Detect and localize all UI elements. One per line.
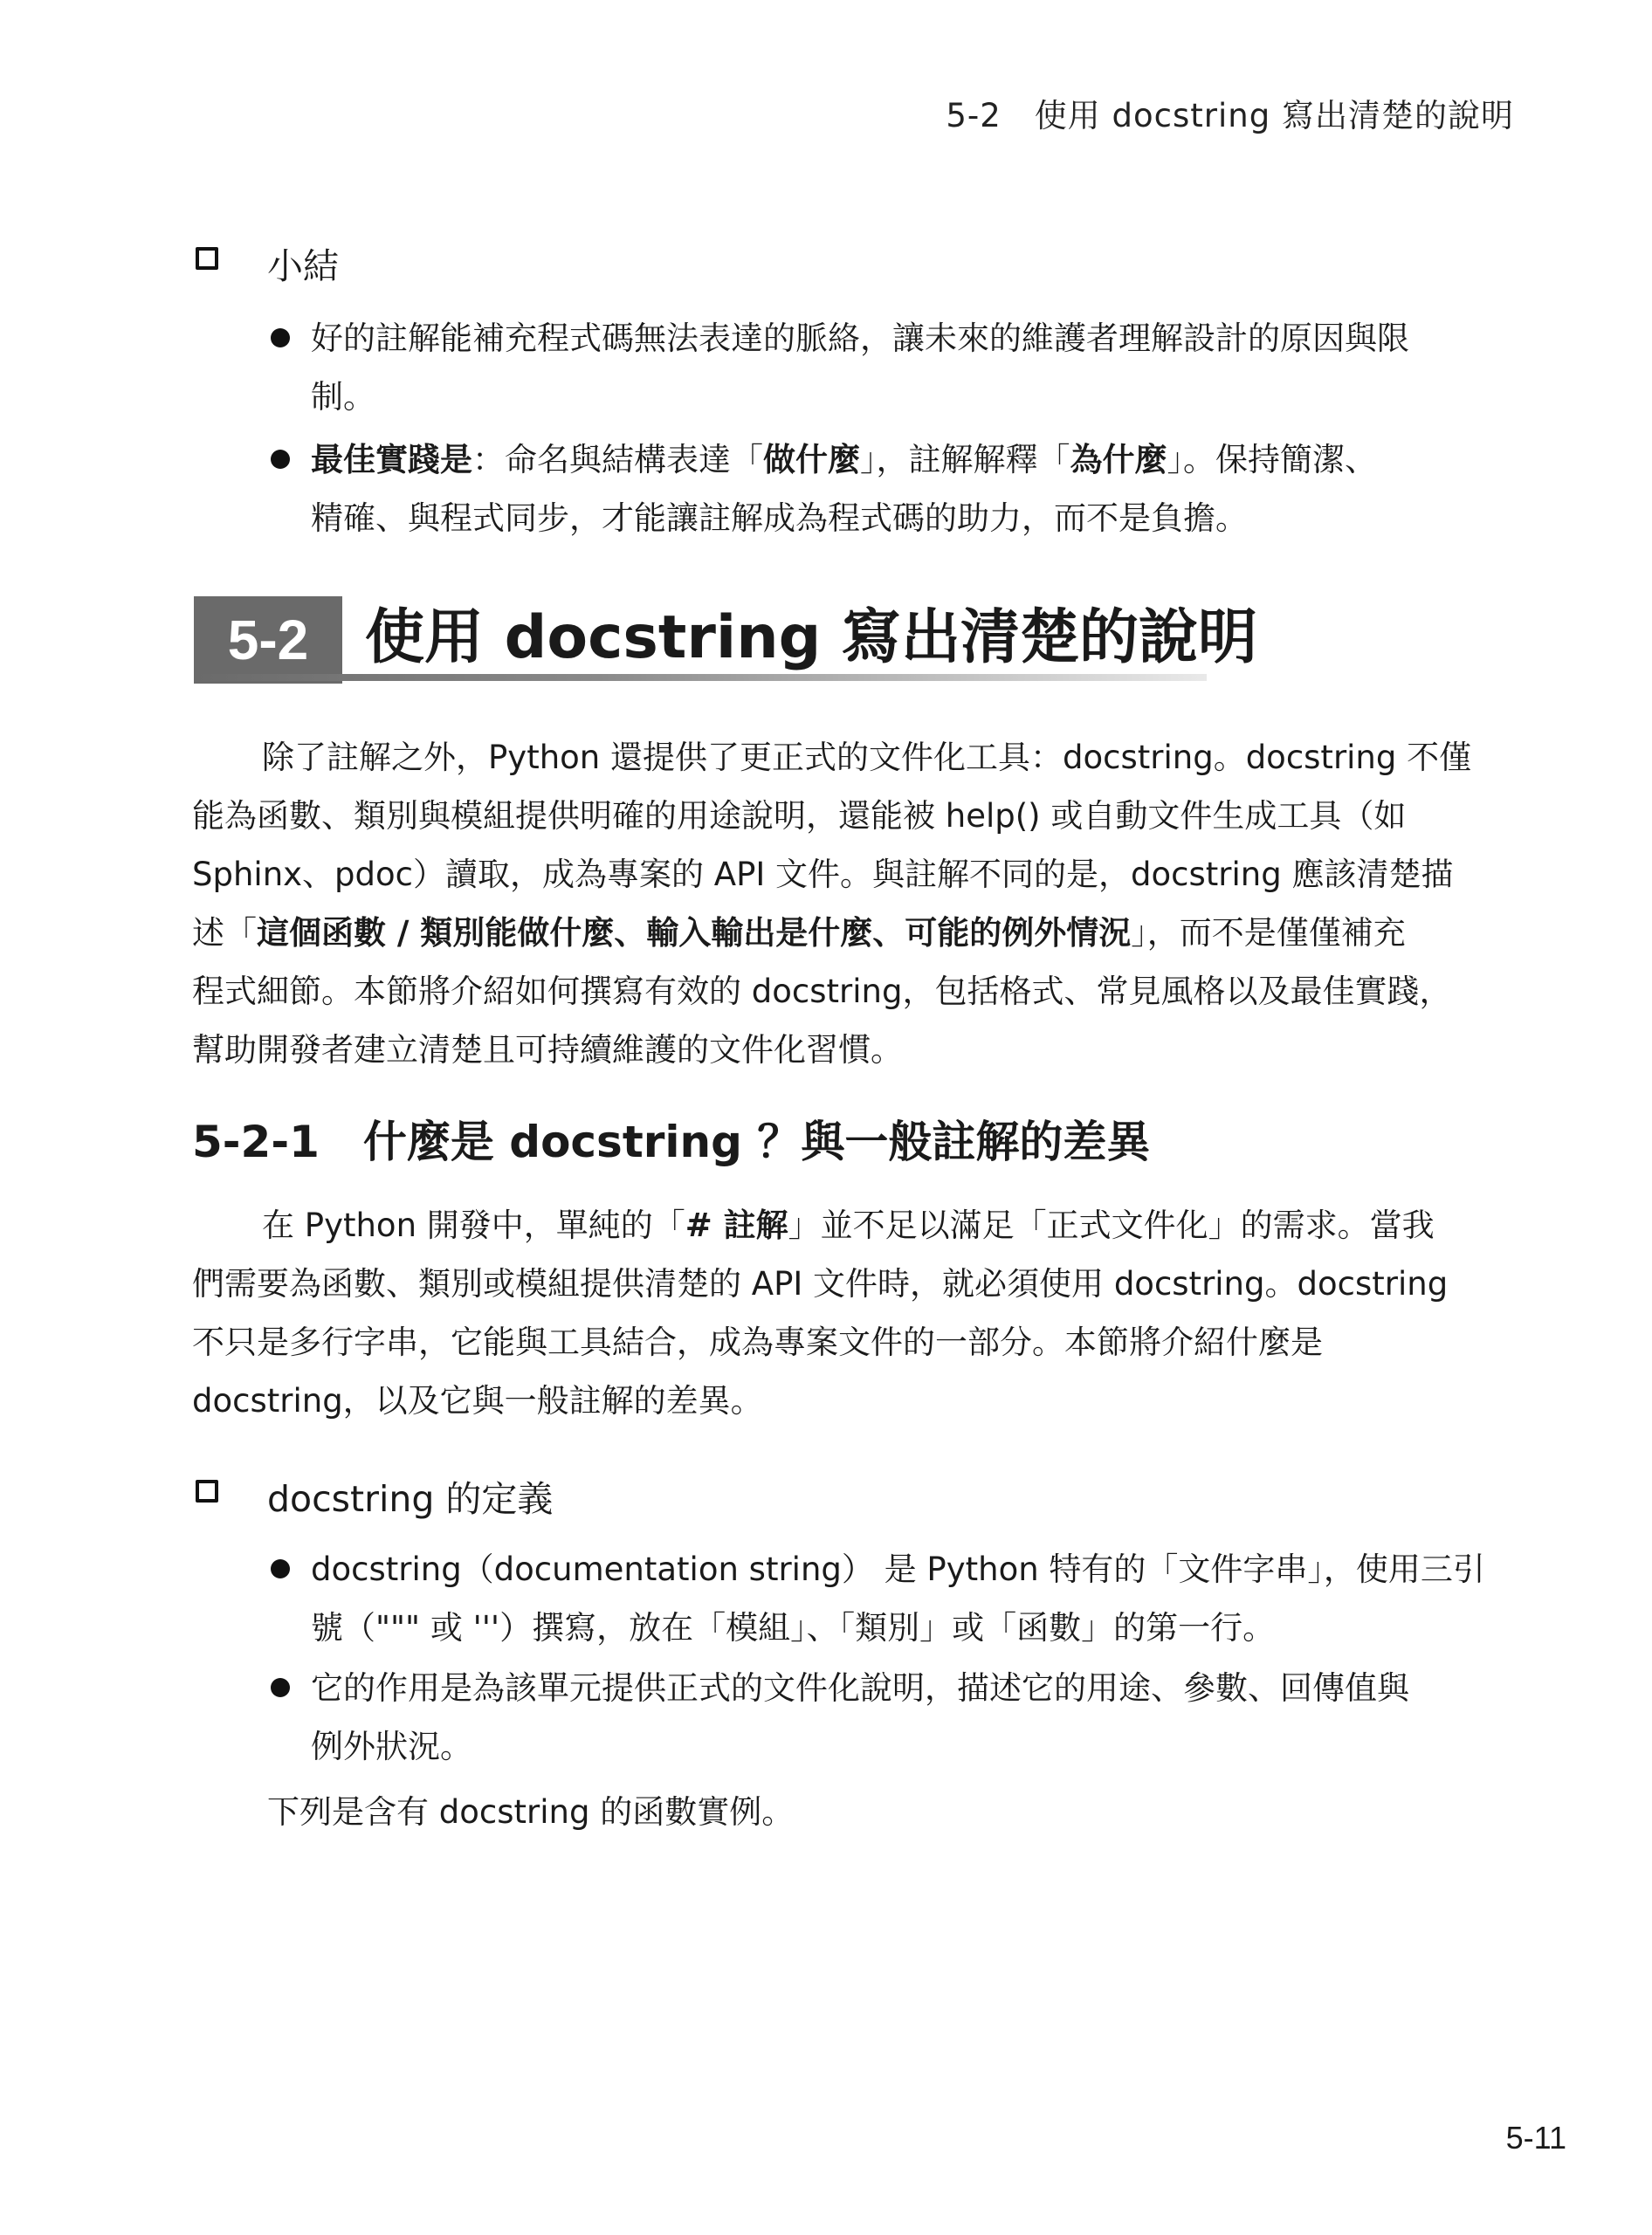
summary-heading: 小結 [267,245,339,287]
intro-line-1: 除了註解之外，Python 還提供了更正式的文件化工具：docstring。docstring 不僅 [262,739,1472,776]
definition-item-1 [311,1540,1607,1657]
subsection-line-2: 們需要為函數、類別或模組提供清楚的 API 文件時，就必須使用 docstring。docstring [192,1265,1449,1303]
definition-item-1-line-2: 號（""" 或 '''）撰寫，放在「模組」、「類別」或「函數」的第一行。 [311,1609,1276,1647]
closing-line: 下列是含有 docstring 的函數實例。 [267,1793,795,1831]
bullet-dot-icon [271,1678,290,1697]
checkbox-bullet-icon [196,247,218,270]
checkbox-bullet-icon [196,1480,218,1503]
section-title-underline [194,674,1207,681]
subsection-title: 5-2-1 什麼是 docstring ？與一般註解的差異 [192,1117,1151,1167]
definition-item-2-line-1: 它的作用是為該單元提供正式的文件化說明，描述它的用途、參數、回傳值與 [311,1669,1409,1707]
subsection-paragraph [192,1196,1495,1430]
bullet-dot-icon [271,328,290,347]
summary-item-2-line-1: 最佳實踐是：命名與結構表達「做什麼」，註解解釋「為什麼」。保持簡潔、 [311,441,1377,478]
definition-item-2-line-2: 例外狀況。 [311,1728,472,1765]
intro-line-2: 能為函數、類別與模組提供明確的用途說明，還能被 help() 或自動文件生成工具（如 [192,797,1407,835]
summary-item-2-line-2: 精確、與程式同步，才能讓註解成為程式碼的助力，而不是負擔。 [311,499,1248,537]
running-header: 5-2 使用 docstring 寫出清楚的說明 [946,97,1514,134]
bullet-dot-icon [271,450,290,469]
summary-item-2 [311,430,1607,547]
intro-line-6: 幫助開發者建立清楚且可持續維護的文件化習慣。 [192,1031,903,1069]
subsection-line-1: 在 Python 開發中，單純的「# 註解」並不足以滿足「正式文件化」的需求。當我 [262,1207,1435,1244]
summary-item-1 [311,309,1607,426]
summary-item-1-line-1: 好的註解能補充程式碼無法表達的脈絡，讓未來的維護者理解設計的原因與限 [311,320,1409,357]
definition-heading: docstring 的定義 [267,1478,554,1520]
page-number: 5-11 [1505,2120,1566,2156]
summary-item-1-line-2: 制。 [311,378,375,416]
section-intro-paragraph [192,728,1495,1079]
subsection-line-4: docstring，以及它與一般註解的差異。 [192,1382,763,1420]
definition-item-1-line-1: docstring（documentation string） 是 Python 特有的「文件字串」，使用三引 [311,1551,1485,1588]
subsection-line-3: 不只是多行字串，它能與工具結合，成為專案文件的一部分。本節將介紹什麼是 [192,1324,1323,1361]
intro-line-5: 程式細節。本節將介紹如何撰寫有效的 docstring，包括格式、常見風格以及最佳實踐， [192,973,1452,1010]
section-number-tag: 5-2 [194,596,342,684]
section-title: 使用 docstring 寫出清楚的說明 [365,603,1257,672]
definition-item-2 [311,1659,1607,1776]
intro-line-3: Sphinx、pdoc）讀取，成為專案的 API 文件。與註解不同的是，docstring 應該清楚描 [192,856,1454,893]
intro-line-4: 述「這個函數 / 類別能做什麼、輸入輸出是什麼、可能的例外情況」，而不是僅僅補充 [192,914,1406,952]
bullet-dot-icon [271,1559,290,1578]
